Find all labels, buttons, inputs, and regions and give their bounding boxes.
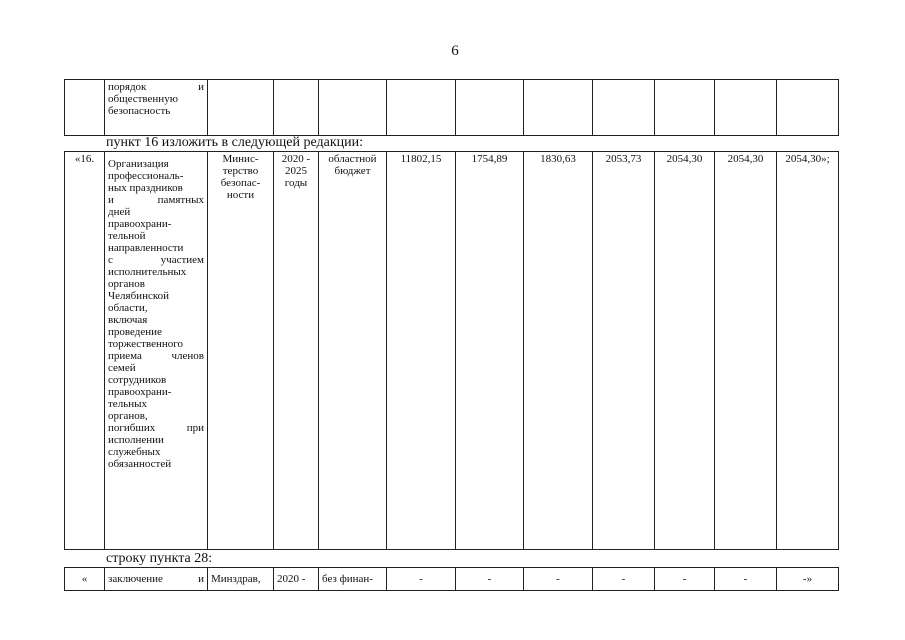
description-line: служебных (108, 446, 161, 458)
cell-source: без финан- (319, 568, 387, 591)
description-line: Организация (108, 158, 169, 170)
description-line: области, (108, 302, 148, 314)
period-line: 2025 (285, 165, 307, 177)
description-line: и памятных (108, 194, 204, 206)
cell-source (319, 80, 387, 136)
cell-period: 2020 - (274, 568, 319, 591)
cell-value (387, 80, 456, 136)
description-line: приема членов (108, 350, 204, 362)
table-row (65, 80, 839, 136)
description-line: с участием (108, 254, 204, 266)
executor-line: ности (226, 189, 255, 201)
cell-description (105, 80, 208, 136)
cell-value (715, 80, 777, 136)
description-line: правоохрани- (108, 386, 172, 398)
cell-period (274, 152, 319, 550)
cell-executor (208, 152, 274, 550)
description-line: правоохрани- (108, 218, 172, 230)
cell-value: - (655, 568, 715, 591)
row-number: « (65, 568, 105, 591)
cell-value (777, 80, 839, 136)
description-line: ных праздников (108, 182, 183, 194)
table-row (65, 152, 839, 550)
source-line: бюджет (334, 165, 371, 177)
cell-description (105, 152, 208, 550)
description-line: порядок и (108, 81, 204, 93)
cell-value-2023: 2054,30 (655, 152, 715, 550)
description-line: семей (108, 362, 136, 374)
description-line: органов (108, 278, 145, 290)
period-line: годы (284, 177, 308, 189)
cell-period (274, 80, 319, 136)
cell-value: -» (777, 568, 839, 591)
description-line: сотрудников (108, 374, 167, 386)
source-line: областной (328, 153, 377, 165)
cell-value (524, 80, 593, 136)
table-row (65, 568, 839, 591)
cell-executor (208, 80, 274, 136)
description-line: тельной (108, 230, 146, 242)
cell-source (319, 152, 387, 550)
cell-value-total: 11802,15 (387, 152, 456, 550)
cell-description: заключение и (105, 568, 208, 591)
cell-value-2020: 1754,89 (456, 152, 524, 550)
instruction-text: пункт 16 изложить в следующей редакции: (106, 135, 363, 150)
period-line: 2020 - (281, 153, 311, 165)
table-fragment-top (64, 79, 839, 136)
cell-value-2022: 2053,73 (593, 152, 655, 550)
description-line: безопасность (108, 105, 171, 117)
description-line: профессиональ- (108, 170, 184, 182)
description-line: обязанностей (108, 458, 172, 470)
cell-value: - (387, 568, 456, 591)
description-line: тельных (108, 398, 147, 410)
description-line: Челябинской (108, 290, 170, 302)
cell-executor: Минздрав, (208, 568, 274, 591)
row-number: «16. (65, 152, 105, 550)
description-line: исполнительных (108, 266, 187, 278)
executor-line: терство (222, 165, 259, 177)
cell-value-2021: 1830,63 (524, 152, 593, 550)
description-line: дней (108, 206, 131, 218)
cell-value (456, 80, 524, 136)
executor-line: Минис- (222, 153, 259, 165)
description-line: погибших при (108, 422, 204, 434)
cell-value-2025: 2054,30»; (777, 152, 839, 550)
description-line: включая (108, 314, 148, 326)
description-line: органов, (108, 410, 148, 422)
cell-value-2024: 2054,30 (715, 152, 777, 550)
description-line: общественную (108, 93, 178, 105)
cell-value: - (456, 568, 524, 591)
description-line: торжественного (108, 338, 183, 350)
cell-value: - (715, 568, 777, 591)
executor-line: безопас- (220, 177, 261, 189)
cell-number (65, 80, 105, 136)
description-line: проведение (108, 326, 162, 338)
table-row-28 (64, 567, 839, 591)
cell-value: - (524, 568, 593, 591)
description-line: направленности (108, 242, 184, 254)
description-line: исполнении (108, 434, 164, 446)
page-number: 6 (451, 43, 459, 59)
table-row-16 (64, 151, 839, 550)
cell-value (593, 80, 655, 136)
instruction-text: строку пункта 28: (106, 551, 213, 566)
cell-value: - (593, 568, 655, 591)
cell-value (655, 80, 715, 136)
